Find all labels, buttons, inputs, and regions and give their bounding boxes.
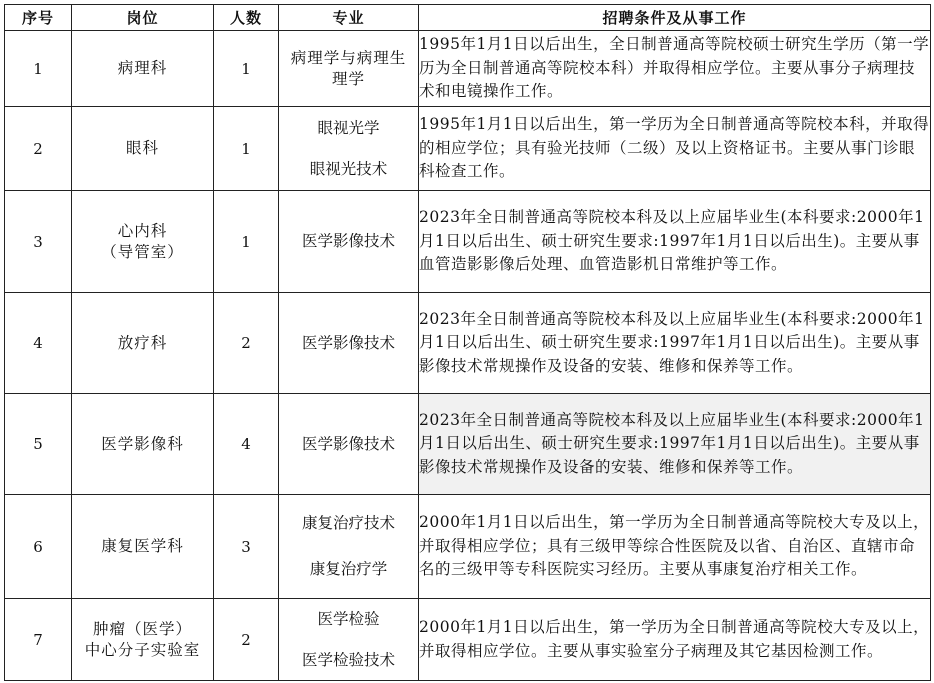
row-number: 4 — [5, 293, 72, 394]
header-requirements: 招聘条件及从事工作 — [419, 5, 931, 31]
major-name: 病理学与病理生理学 — [290, 48, 407, 88]
position-name: 放疗科 — [117, 333, 168, 352]
major-name: 眼视光技术 — [309, 159, 388, 178]
headcount: 4 — [214, 394, 279, 495]
requirements-text: 2023年全日制普通高等院校本科及以上应届毕业生(本科要求:2000年1月1日以后出生、硕士研究生要求:1997年1月1日以后出生)。主要从事血管造影影像后处理、血管造影机日常维护等工作。 — [419, 191, 931, 293]
header-major: 专业 — [279, 5, 419, 31]
position-name: 病理科 — [117, 59, 168, 77]
row-number: 3 — [5, 191, 72, 293]
requirements-text: 2000年1月1日以后出生，第一学历为全日制普通高等院校大专及以上，并取得相应学位；具有三级甲等综合性医院及以省、自治区、直辖市命名的三级甲等专科医院实习经历。主要从事康复治疗相关工作。 — [419, 495, 931, 599]
table-row — [5, 293, 931, 394]
position-name: 中心分子实验室 — [84, 640, 201, 659]
requirements-text: 2023年全日制普通高等院校本科及以上应届毕业生(本科要求:2000年1月1日以后出生、硕士研究生要求:1997年1月1日以后出生)。主要从事影像技术常规操作及设备的安装、维修和保养等工作。 — [419, 293, 931, 394]
table-row — [5, 599, 931, 681]
table-row — [5, 107, 931, 191]
headcount: 3 — [214, 495, 279, 599]
position-cell — [72, 191, 214, 293]
requirements-text: 2023年全日制普通高等院校本科及以上应届毕业生(本科要求:2000年1月1日以后出生、硕士研究生要求:1997年1月1日以后出生)。主要从事影像技术常规操作及设备的安装、维修和保养等工作。 — [419, 394, 931, 495]
row-number: 7 — [5, 599, 72, 681]
major-name: 医学检验 — [317, 609, 380, 628]
headcount: 1 — [214, 191, 279, 293]
position-cell — [72, 495, 214, 599]
header-row — [5, 5, 931, 31]
row-number: 6 — [5, 495, 72, 599]
major-name: 眼视光学 — [317, 118, 380, 137]
major-name: 康复治疗学 — [309, 560, 388, 578]
position-name: 肿瘤（医学） — [92, 619, 192, 638]
header-count: 人数 — [214, 5, 279, 31]
major-cell — [279, 107, 419, 191]
major-cell — [279, 394, 419, 495]
major-cell — [279, 293, 419, 394]
requirements-text: 1995年1月1日以后出生，第一学历为全日制普通高等院校本科，并取得的相应学位；具有验光技师（二级）及以上资格证书。主要从事门诊眼科检查工作。 — [419, 107, 931, 191]
recruitment-table — [4, 4, 931, 681]
major-cell — [279, 191, 419, 293]
position-name: 眼科 — [125, 139, 159, 157]
headcount: 1 — [214, 107, 279, 191]
position-cell — [72, 599, 214, 681]
position-name: （导管室） — [101, 242, 184, 261]
requirements-text: 1995年1月1日以后出生，全日制普通高等院校硕士研究生学历（第一学历为全日制普通高等院校本科）并取得相应学位。主要从事分子病理技术和电镜操作工作。 — [419, 31, 931, 107]
position-name: 心内科 — [117, 221, 168, 240]
major-cell — [279, 495, 419, 599]
table-row — [5, 495, 931, 599]
headcount: 1 — [214, 31, 279, 107]
major-name: 医学影像技术 — [301, 434, 395, 453]
major-name: 康复治疗技术 — [301, 514, 395, 532]
headcount: 2 — [214, 293, 279, 394]
row-number: 5 — [5, 394, 72, 495]
position-cell — [72, 107, 214, 191]
row-number: 1 — [5, 31, 72, 107]
position-cell — [72, 394, 214, 495]
row-number: 2 — [5, 107, 72, 191]
header-no: 序号 — [5, 5, 72, 31]
table-row — [5, 191, 931, 293]
header-position: 岗位 — [72, 5, 214, 31]
major-cell — [279, 599, 419, 681]
headcount: 2 — [214, 599, 279, 681]
major-name: 医学检验技术 — [301, 650, 395, 669]
table-row — [5, 31, 931, 107]
position-name: 康复医学科 — [101, 537, 184, 555]
position-cell — [72, 293, 214, 394]
position-cell — [72, 31, 214, 107]
table-row — [5, 394, 931, 495]
position-name: 医学影像科 — [101, 434, 184, 453]
major-cell — [279, 31, 419, 107]
major-name: 医学影像技术 — [301, 232, 395, 250]
requirements-text: 2000年1月1日以后出生，第一学历为全日制普通高等院校大专及以上，并取得相应学位。主要从事实验室分子病理及其它基因检测工作。 — [419, 599, 931, 681]
major-name: 医学影像技术 — [301, 333, 395, 352]
